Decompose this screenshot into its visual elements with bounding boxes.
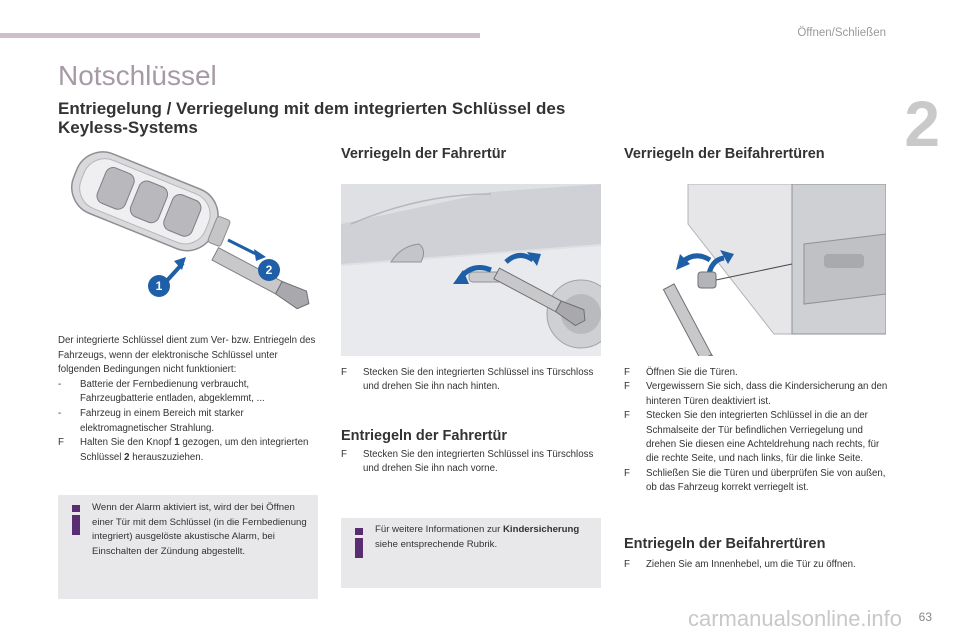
left-intro-text: [58, 334, 320, 465]
lock-driver-heading: Verriegeln der Fahrertür: [341, 146, 507, 162]
header-accent-bar: [0, 33, 480, 38]
chapter-number: 2: [904, 88, 940, 160]
unlock-driver-steps: [341, 448, 603, 477]
unlock-driver-heading: Entriegeln der Fahrertür: [341, 428, 507, 444]
child-lock-info-box: [341, 518, 601, 588]
main-heading: Entriegelung / Verriegelung mit dem integrierten Schlüssel des Keyless-Systems: [58, 99, 566, 137]
unlock-passenger-steps: [624, 558, 888, 572]
watermark: carmanualsonline.info: [688, 606, 903, 631]
page-number: 63: [918, 610, 932, 624]
alarm-info-box: [58, 495, 318, 599]
list-item: F Schließen Sie die Türen und überprüfen Sie von außen, ob das Fahrzeug korrekt verriegelt ist.: [624, 467, 886, 494]
step-item: F Halten Sie den Knopf 1 gezogen, um den integrierten Schlüssel 2 herauszuziehen.: [58, 437, 309, 463]
key-fob-illustration: [58, 145, 318, 325]
list-item: F Stecken Sie den integrierten Schlüssel ins Türschloss und drehen Sie ihn nach hinten.: [341, 367, 594, 393]
callout-1: 1: [148, 275, 170, 297]
section-name: Öffnen/Schließen: [797, 27, 886, 39]
alarm-info-text: Wenn der Alarm aktiviert ist, wird der bei Öffnen einer Tür mit dem Schlüssel (in die Fernbedienung integriert) ausgelöste akustische Alarm, bei Einschalten der Zündung abgestellt.: [92, 502, 307, 557]
intro-paragraph: Der integrierte Schlüssel dient zum Ver- bzw. Entriegeln des Fahrzeugs, wenn der elektronische Schlüssel unter folgenden Bedingungen nicht funktioniert:: [58, 335, 316, 376]
callout-2: 2: [258, 259, 280, 281]
lock-passenger-steps: [624, 366, 888, 496]
info-icon: [70, 505, 82, 535]
list-item: F Vergewissern Sie sich, dass die Kindersicherung an den hinteren Türen deaktiviert ist.: [624, 381, 888, 407]
page-title: Notschlüssel: [58, 60, 217, 91]
list-item: F Ziehen Sie am Innenhebel, um die Tür zu öffnen.: [624, 559, 856, 570]
unlock-passenger-heading: Entriegeln der Beifahrertüren: [624, 536, 826, 552]
child-lock-info-text: Für weitere Informationen zur Kindersicherung siehe entsprechende Rubrik.: [375, 524, 580, 550]
lock-driver-steps: [341, 366, 603, 395]
list-item: F Stecken Sie den integrierten Schlüssel in die an der Schmalseite der Tür befindlichen Verriegelung und drehen Sie diesen eine Achteldrehung nach rechts, für die rechte Seite, und nach links, für die linke Seite.: [624, 410, 880, 465]
passenger-door-illustration: [624, 184, 886, 356]
list-item: F Öffnen Sie die Türen.: [624, 367, 738, 378]
info-icon: [353, 528, 365, 558]
dash-item: - Fahrzeug in einem Bereich mit starker elektromagnetischer Strahlung.: [58, 407, 244, 434]
dash-item: - Batterie der Fernbedienung verbraucht, Fahrzeugbatterie entladen, abgeklemmt, ...: [58, 378, 265, 405]
list-item: F Stecken Sie den integrierten Schlüssel ins Türschloss und drehen Sie ihn nach vorne.: [341, 449, 594, 475]
driver-door-illustration: [341, 184, 601, 356]
lock-passenger-heading: Verriegeln der Beifahrertüren: [624, 146, 825, 162]
